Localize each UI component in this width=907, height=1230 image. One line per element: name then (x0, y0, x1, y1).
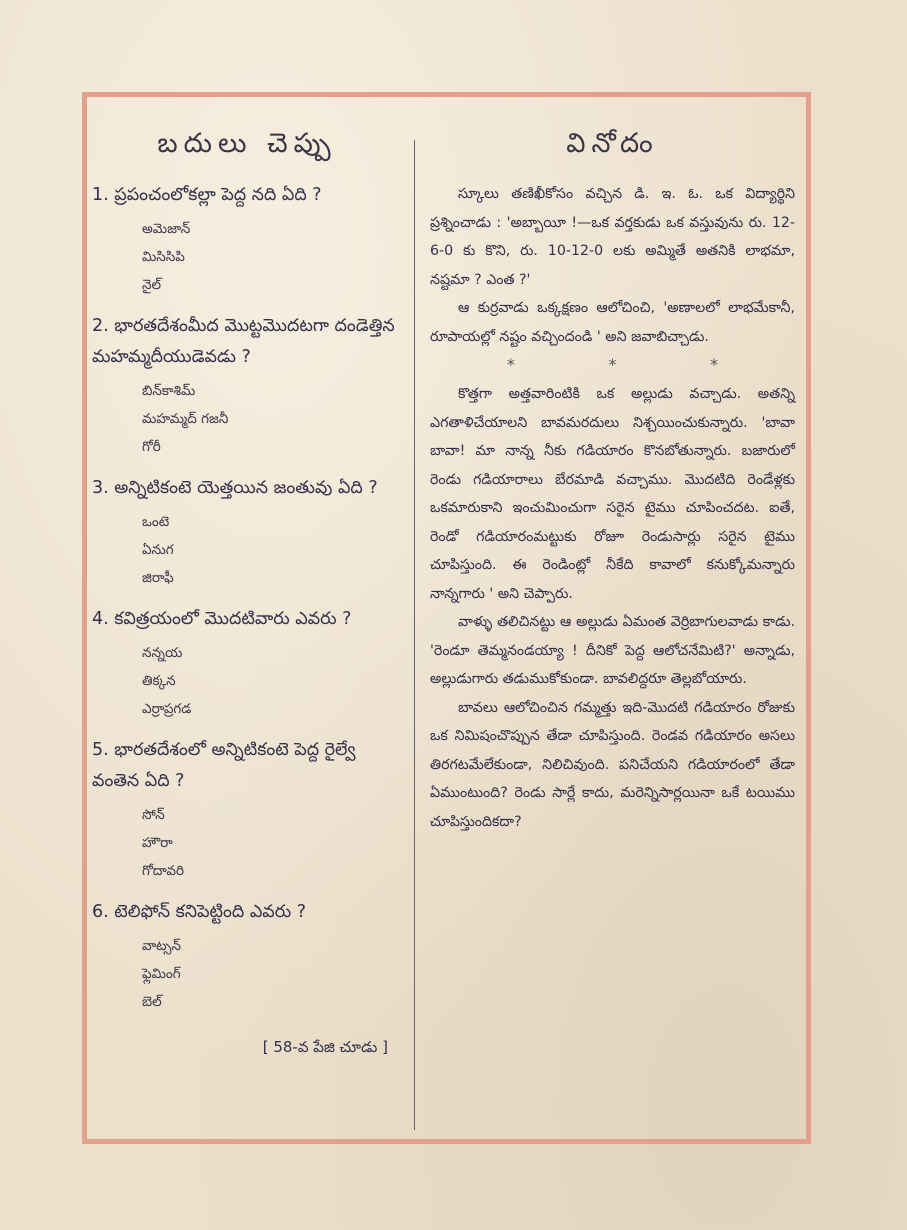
answer-option: ఎర్రాప్రగడ (142, 701, 192, 717)
question-number: 4. (92, 609, 109, 629)
question-text: టెలిఫోన్ కనిపెట్టింది ఎవరు ? (114, 902, 306, 922)
answer-options (142, 801, 402, 885)
answer-option: ఏనుగ (142, 542, 174, 558)
answer-options (142, 508, 402, 592)
question-text: భారతదేశంమీద మొట్టమొదటగా దండెత్తిన మహమ్మదీయుడెవడు ? (92, 316, 395, 367)
question-number: 1. (92, 185, 109, 205)
answer-option: మహమ్మద్ గజనీ (142, 411, 229, 427)
star-separator: * (506, 355, 515, 374)
answer-options (142, 377, 402, 461)
question-text: కవిత్రయంలో మొదటివారు ఎవరు ? (114, 609, 352, 629)
question-number: 5. (92, 740, 109, 760)
question-text: అన్నిటికంటె యెత్తయిన జంతువు ఏది ? (114, 478, 378, 498)
answer-option: నన్నయ (142, 645, 183, 661)
answer-option: మిసిసిపి (142, 249, 185, 265)
question-line (92, 735, 402, 797)
joke-2-para-3: బావలు ఆలోచించిన గమ్మత్తు ఇది-మొదటి గడియారం రోజుకు ఒక నిమిషంచొప్పున తేడా చూపిస్తుంది. రెండవ గడియారం అసలు తిరగటమేలేకుండా, నిలిచివుంది. పనిచేయని గడియారంలో తేడా ఏముంటుంది? రెండు సార్లే కాదు, మరెన్నిసార్లయినా ఒకే టయిము చూపిస్తుందికదా? (430, 699, 795, 830)
answer-options (142, 215, 402, 299)
answer-options (142, 639, 402, 723)
humor-heading: వినోదం (566, 128, 659, 159)
quiz-column (92, 118, 402, 1138)
question-line (92, 897, 402, 928)
answer-option: ఒంటె (142, 514, 170, 530)
answer-option: గోదావరి (142, 863, 184, 879)
section-separator (460, 355, 765, 374)
quiz-question (92, 604, 402, 723)
joke-1-para-1: స్కూలు తణిఖీకోసం వచ్చిన డి. ఇ. ఓ. ఒక విద్యార్థిని ప్రశ్నించాడు : 'అబ్బాయీ !—ఒక వర్తకుడు ఒక వస్తువును రు. 12-6-0 కు కొని, రు. 10-12-0 లకు అమ్మితే అతనికి లాభమా, నష్టమా ? ఎంత ?' (430, 186, 795, 288)
question-line (92, 604, 402, 635)
quiz-questions (92, 180, 402, 1016)
column-divider (414, 140, 415, 1130)
quiz-question (92, 735, 402, 885)
quiz-question (92, 311, 402, 461)
quiz-question (92, 897, 402, 1016)
joke-1-para-2: ఆ కుర్రవాడు ఒక్కక్షణం ఆలోచించి, 'అణాలలో లాభమేకానీ, రూపాయల్లో నష్టం వచ్చిందండి ' అని జవాబిచ్చాడు. (430, 300, 795, 345)
question-text: భారతదేశంలో అన్నిటికంటె పెద్ద రైల్వే వంతెన ఏది ? (92, 740, 356, 791)
answer-option: బిన్‌కాశిమ్ (142, 383, 196, 399)
joke-2-para-2: వాళ్ళు తలిచినట్టు ఆ అల్లుడు ఏమంత వెర్రిబాగులవాడు కాడు. 'రెండూ తెమ్మనండయ్యా ! దీనికో పెద్ద ఆలోచనేమిటి?' అన్నాడు, అల్లుడుగారు తడుముకోకుండా. బావలిద్దరూ తెల్లబోయారు. (430, 614, 795, 687)
humor-column (430, 118, 795, 1138)
answer-option: బెల్ (142, 994, 162, 1010)
question-line (92, 180, 402, 211)
quiz-heading: బదులు చెప్పు (157, 128, 337, 159)
star-separator: * (710, 355, 719, 374)
quiz-question (92, 180, 402, 299)
answer-options (142, 932, 402, 1016)
answer-option: జిరాఫీ (142, 570, 174, 586)
answer-option: తిక్కన (142, 673, 176, 689)
page-reference: [ 58-వ పేజి చూడు ] (262, 1038, 388, 1056)
answer-option: అమెజాన్ (142, 221, 191, 237)
question-number: 6. (92, 902, 109, 922)
question-number: 3. (92, 478, 109, 498)
answer-option: సోన్ (142, 807, 165, 823)
question-line (92, 311, 402, 373)
star-separator: * (608, 355, 617, 374)
answer-option: ఫ్లెమింగ్ (142, 966, 181, 982)
answer-option: హౌరా (142, 835, 173, 851)
answer-option: గోరీ (142, 439, 161, 455)
answer-option: వాట్సన్ (142, 938, 181, 954)
question-text: ప్రపంచంలోకల్లా పెద్ద నది ఏది ? (114, 185, 322, 205)
answer-option: నైల్ (142, 277, 162, 293)
joke-2-para-1: కొత్తగా అత్తవారింటికి ఒక అల్లుడు వచ్చాడు. అతన్ని ఎగతాళిచేయాలని బావమరదులు నిశ్చయించుకున్నారు. 'బావా బావా! మా నాన్న నీకు గడియారం కొనబోతున్నారు. బజారులో రెండు గడియారాలు బేరమాడి వచ్చాము. మొదటిది రెండేళ్లకు ఒకమారుకాని ఇంచుమించుగా సరైన టైము చూపించదట. ఐతే, రెండో గడియారంమట్టుకు రోజూ రెండుసార్లు సరైన టైము చూపిస్తుంది. ఈ రెండింట్లో నీకేది కావాలో కనుక్కోమన్నారు నాన్నగారు ' అని చెప్పారు. (430, 386, 795, 602)
quiz-question (92, 473, 402, 592)
question-line (92, 473, 402, 504)
question-number: 2. (92, 316, 109, 336)
